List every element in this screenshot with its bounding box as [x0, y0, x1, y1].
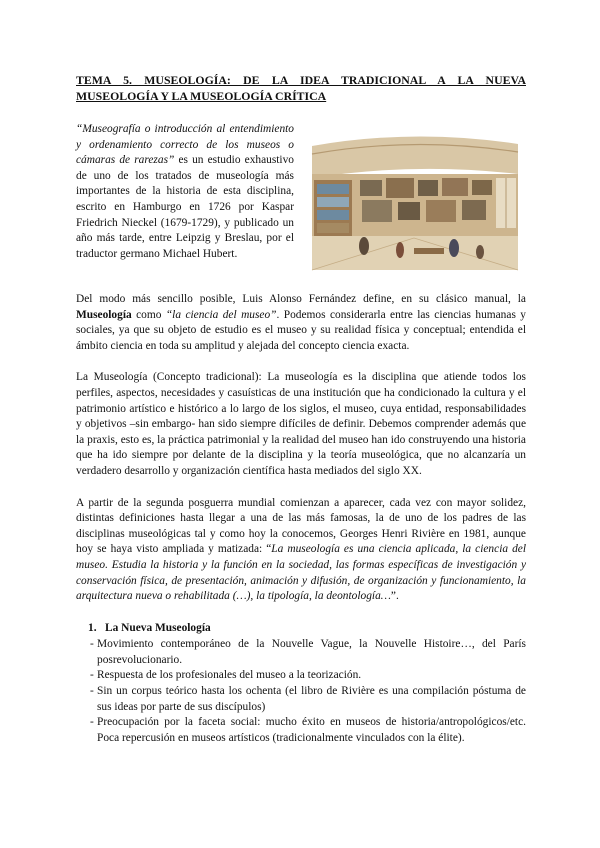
museology-term: Museología [76, 308, 132, 321]
paragraph-definition [76, 292, 526, 354]
intro-block [76, 122, 526, 276]
bullet-marker: - [90, 716, 94, 729]
paragraph-riviere-text-a: A partir de la segunda posguerra mundial comienzan a aparecer, cada vez con mayor solidez, distintas definiciones hasta llegar a una de las más famosas, la de uno de los padres de las disciplinas museológicas tal y como hoy la conocemos, Georges Henri Rivière en 1981, aunque hoy se haya visto ampliada y matizada: “ [76, 496, 526, 556]
list-item-text: Movimiento contemporáneo de la Nouvelle Vague, la Nouvelle Histoire…, del París posrevolucionario. [97, 638, 526, 666]
page-title: TEMA 5. MUSEOLOGÍA: DE LA IDEA TRADICIONAL A LA NUEVA MUSEOLOGÍA Y LA MUSEOLOGÍA CRÍTICA [76, 73, 526, 103]
bullet-list [76, 637, 526, 746]
intro-text: es un estudio exhaustivo de uno de los tratados de museología más importantes de la historia de esta disciplina, escrito en Hamburgo en 1726 por Kaspar Friedrich Nieckel (1679-1729), y publicado un año más tarde, entre Leipzig y Breslau, por el traductor germano Michael Hubert. [76, 154, 294, 260]
list-item [76, 715, 526, 746]
list-item [76, 637, 526, 668]
list-item-text: Respuesta de los profesionales del museo a la teorización. [97, 669, 362, 682]
bullet-marker: - [90, 685, 94, 698]
paragraph-definition-text-a: Del modo más sencillo posible, Luis Alonso Fernández define, en su clásico manual, la [76, 293, 526, 305]
list-item-text: Preocupación por la faceta social: mucho éxito en museos de historia/antropológicos/etc. Poca repercusión en museos artísticos (tradicionalmente vinculados con la élite). [97, 716, 526, 744]
list-item [76, 668, 526, 684]
list-item-text: Sin un corpus teórico hasta los ochenta (el libro de Rivière es una compilación póstuma de sus ideas por parte de sus discípulos) [97, 685, 526, 713]
bullet-marker: - [90, 669, 94, 682]
paragraph-riviere [76, 496, 526, 605]
document-body [76, 72, 526, 746]
section-nueva-museologia [76, 621, 526, 747]
intro-paragraph [76, 122, 294, 262]
intro-quote: “Museografía o introducción al entendimiento y ordenamiento correcto de los museos o cámaras de rarezas” [76, 123, 294, 167]
riviere-quote: La museología es una ciencia aplicada, la ciencia del museo. Estudia la historia y la función en la sociedad, las formas específicas de investigación y conservación física, de presentación, animación y difusión, de organización y funcionamiento, la arquitectura nueva o rehabilitada (…), la tipología, la deontología… [76, 543, 527, 603]
paragraph-traditional-concept: La Museología (Concepto tradicional): La museología es la disciplina que atiende todos los perfiles, aspectos, necesidades y casuísticas de una institución que ha condicionado la cultura y el patrimonio artístico e histórico a lo largo de los siglos, el museo, cuya entidad, responsabilidades y objetivos –sin embargo- han sido siempre difíciles de definir. Debemos comprender además que la praxis, esto es, la práctica patrimonial y la realidad del museo han ido construyendo una historia que ha ido siempre por delante de la disciplina y la teoría museológica, que no alcanzaría un verdadero desarrollo y organización científica hasta mediados del siglo XX. [76, 371, 526, 477]
paragraph-definition-text-c: . Podemos considerarla entre las ciencias humanas y sociales, ya que su objeto de estudio es el museo y su realidad física y conceptual; entendida el ámbito ciencia en toda su amplitud y alejada del concepto ciencia exacta. [76, 308, 526, 352]
list-item [76, 684, 526, 715]
section-number: 1. [88, 621, 97, 634]
paragraph-riviere-text-b: ”. [390, 590, 399, 603]
paragraph-definition-text-b: como [131, 308, 166, 321]
bullet-marker: - [90, 638, 94, 651]
museum-painting-image [304, 134, 526, 276]
section-heading [88, 621, 526, 637]
section-title: La Nueva Museología [105, 621, 211, 634]
definition-quote: “la ciencia del museo” [165, 308, 277, 321]
